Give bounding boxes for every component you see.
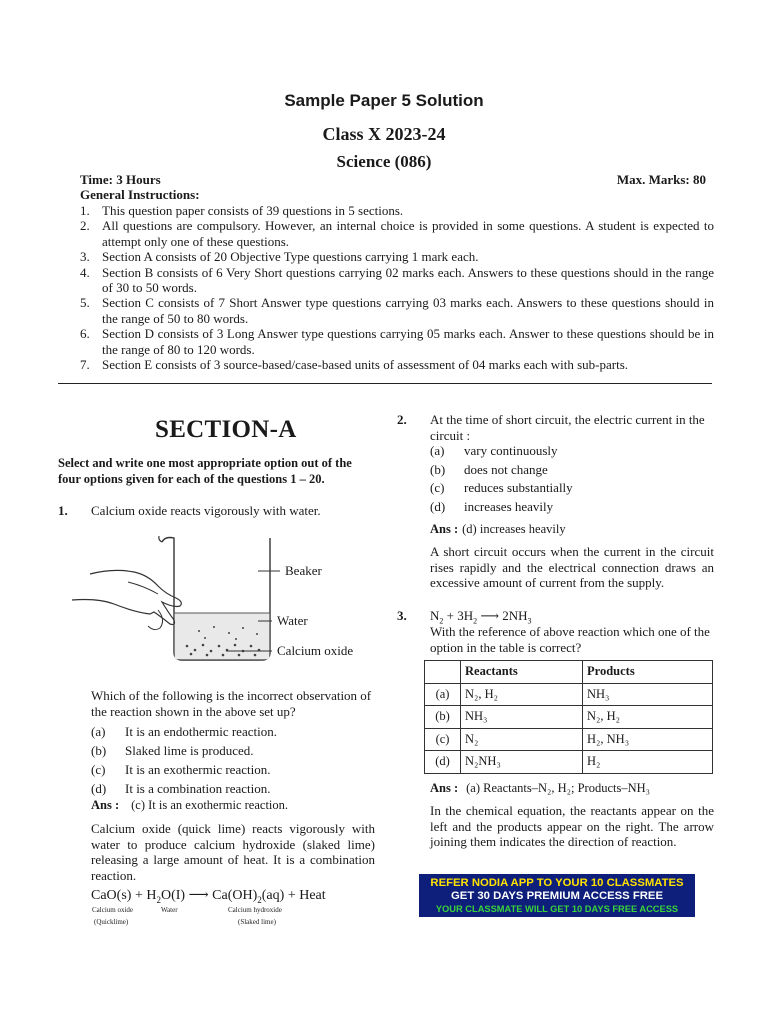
section-instruction: Select and write one most appropriate option out of the four options given for each of the questions 1 – 20. xyxy=(58,456,352,486)
instructions-list xyxy=(80,203,714,372)
beaker-label: Beaker xyxy=(285,563,322,578)
reaction-equation: $N_2 + 3H_2$ ⟶ $2NH_3$ xyxy=(430,608,532,626)
option: (a) vary continuously xyxy=(430,443,558,458)
water-label: Water xyxy=(277,613,308,628)
question-text: Calcium oxide reacts vigorously with water. xyxy=(91,503,321,518)
class-line: Class X 2023-24 xyxy=(322,124,446,144)
option: (b) does not change xyxy=(430,461,548,477)
question-number: 1. xyxy=(58,503,68,518)
table-row: (d) N₂NH₃ H₂ xyxy=(425,751,713,774)
table-header-row xyxy=(425,661,713,684)
banner-line-1: REFER NODIA APP TO YOUR 10 CLASSMATES xyxy=(430,877,684,889)
subject-line: Science (086) xyxy=(336,152,432,171)
option: (c) reduces substantially xyxy=(430,480,573,495)
table-header-reactants: Reactants xyxy=(461,661,583,684)
divider-line xyxy=(58,383,712,384)
banner-line-2: GET 30 DAYS PREMIUM ACCESS FREE xyxy=(451,890,663,902)
option: (d) It is a combination reaction. xyxy=(91,781,271,797)
answer-explanation: Calcium oxide (quick lime) reacts vigorously with water to produce calcium hydroxide (slaked lime) releasing a large amount of heat. It is a combination reaction. xyxy=(91,821,375,883)
table-header-empty xyxy=(425,661,461,684)
answer-line: Ans : (a) Reactants–N₂, H₂; Products–NH₃ xyxy=(430,781,651,795)
option: (a) It is an endothermic reaction. xyxy=(91,724,277,740)
answer-explanation: A short circuit occurs when the current in the circuit rises rapidly and the electrical connection draws an excessive amount of current from the supply. xyxy=(430,544,714,591)
instruction-item: 1. This question paper consists of 39 questions in 5 sections. xyxy=(80,203,404,218)
banner-line-3: YOUR CLASSMATE WILL GET 10 DAYS FREE ACCESS xyxy=(435,904,679,914)
instruction-item: 4. Section B consists of 6 Very Short questions carrying 02 marks each. Answers to these questions should in the range of 30 to 50 words. xyxy=(80,264,714,296)
promo-banner[interactable] xyxy=(419,874,695,917)
option: (b) Slaked lime is produced. xyxy=(91,743,254,759)
question-text: At the time of short circuit, the electric current in the circuit : xyxy=(430,412,705,443)
instruction-item: 7. Section E consists of 3 source-based/case-based units of assessment of 04 marks each with sub-parts. xyxy=(80,357,629,373)
table-row: (a) N₂, H₂ NH₃ xyxy=(425,683,713,706)
instruction-item: 3. Section A consists of 20 Objective Type questions carrying 1 mark each. xyxy=(80,249,479,265)
calcium-oxide-label: Calcium oxide xyxy=(277,643,354,658)
time-allowed: Time: 3 Hours xyxy=(80,172,161,187)
option: (c) It is an exothermic reaction. xyxy=(91,762,271,778)
equation-label: Water xyxy=(161,906,178,914)
answer-line: Ans : (d) increases heavily xyxy=(430,522,566,536)
question-number: 2. xyxy=(397,412,407,427)
equation-label: Calcium oxide xyxy=(92,906,134,914)
answer-explanation: In the chemical equation, the reactants appear on the left and the products appear on the right. The arrow joining them indicates the direction of reaction. xyxy=(430,803,714,850)
options-list xyxy=(430,442,573,516)
general-instructions-heading: General Instructions: xyxy=(80,187,200,202)
table-row: (b) NH₃ N₂, H₂ xyxy=(425,706,713,729)
instruction-item: 6. Section D consists of 3 Long Answer type questions carrying 05 marks each. Answer to these questions should be in the range of 80 to 120 words. xyxy=(80,326,714,357)
question-body xyxy=(91,688,375,798)
equation-label: (Quicklime) xyxy=(94,918,129,926)
question-prompt: Which of the following is the incorrect observation of the reaction shown in the above set up? xyxy=(91,688,372,719)
option: (d) increases heavily xyxy=(430,498,554,514)
paper-title: Sample Paper 5 Solution xyxy=(284,91,484,110)
hand-drawing xyxy=(72,570,181,624)
instruction-item: 5. Section C consists of 7 Short Answer type questions carrying 03 marks each. Answers to these questions should in the range of 50 to 80 words. xyxy=(80,295,714,326)
water-fill xyxy=(175,613,270,659)
equation-label: Calcium hydroxide xyxy=(228,906,282,914)
question-number: 3. xyxy=(397,608,407,623)
table-row: (c) N₂ H₂, NH₃ xyxy=(425,728,713,751)
question-text: With the reference of above reaction which one of the option in the table is correct? xyxy=(430,624,710,655)
reactants-products-table xyxy=(424,660,713,774)
max-marks: Max. Marks: 80 xyxy=(616,172,706,187)
answer-line: Ans : (c) It is an exothermic reaction. xyxy=(91,798,289,812)
section-heading: SECTION-A xyxy=(155,416,297,443)
equation-label: (Slaked lime) xyxy=(238,918,276,926)
chemical-equation: $CaO(s) + H_2O(I)$ ⟶ $Ca(OH)_2(aq)$ + Heat xyxy=(91,888,326,905)
instruction-item: 2. All questions are compulsory. However, an internal choice is provided in some questions. A student is expected to attempt only one of these questions. xyxy=(80,218,714,249)
table-header-products: Products xyxy=(583,661,713,684)
